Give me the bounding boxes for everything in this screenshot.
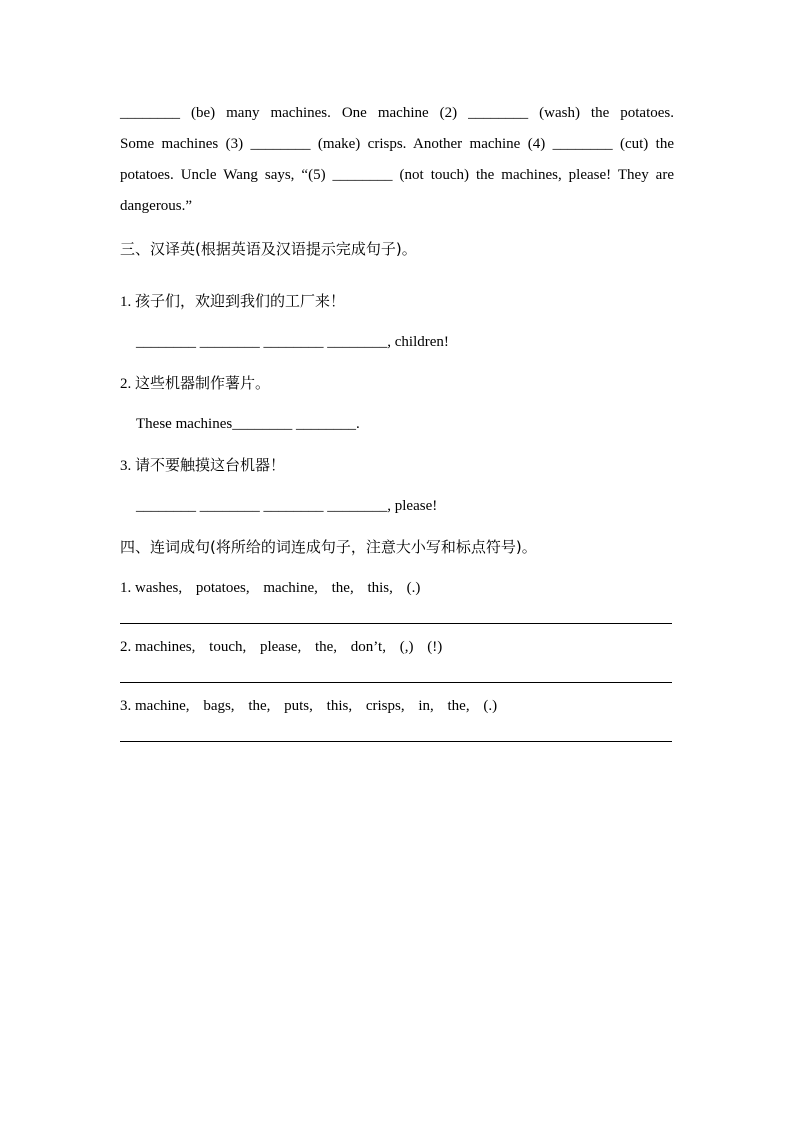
section4-item-1-words <box>120 578 430 598</box>
word: (.) <box>483 698 498 714</box>
section4-item-2-words <box>120 637 452 657</box>
word: crisps, <box>365 698 405 714</box>
answer-line <box>120 682 672 683</box>
word: machine, <box>263 580 318 596</box>
word: washes, <box>135 580 183 596</box>
chinese-prompt: 请不要触摸这台机器！ <box>135 456 286 474</box>
section3-item-1-prompt <box>120 291 345 312</box>
item-number: 2. <box>120 639 132 655</box>
item-number: 3. <box>120 458 132 474</box>
word: (,) <box>399 639 414 655</box>
section3-item-3-answer: ________ ________ ________ ________, please! <box>136 498 438 514</box>
passage-paragraph <box>120 98 674 222</box>
word: the, <box>248 698 271 714</box>
section3-item-1-answer: ________ ________ ________ ________, children! <box>136 334 449 350</box>
passage-line: Some machines (3) ________ (make) crisps. Another machine (4) ________ (cut) the <box>120 136 674 152</box>
word: machines, <box>135 639 196 655</box>
section4-item-3-words <box>120 696 507 716</box>
section3-item-3-prompt <box>120 455 285 476</box>
item-number: 1. <box>120 580 132 596</box>
section4-title: 四、连词成句(将所给的词连成句子，注意大小写和标点符号)。 <box>120 538 537 556</box>
word: potatoes, <box>195 580 250 596</box>
section3-item-2-prompt <box>120 373 270 394</box>
word: in, <box>418 698 434 714</box>
word: don’t, <box>350 639 386 655</box>
word: (.) <box>406 580 421 596</box>
passage-line: ________ (be) many machines. One machine (2) ________ (wash) the potatoes. <box>120 105 674 121</box>
word: this, <box>326 698 353 714</box>
section3-item-2-answer: These machines________ ________. <box>136 416 360 432</box>
answer-line <box>120 623 672 624</box>
word: bags, <box>203 698 235 714</box>
chinese-prompt: 孩子们，欢迎到我们的工厂来！ <box>135 292 346 310</box>
item-number: 3. <box>120 698 132 714</box>
item-number: 2. <box>120 376 132 392</box>
passage-line: potatoes. Uncle Wang says, “(5) ________ (not touch) the machines, please! They are <box>120 167 674 183</box>
word: touch, <box>209 639 247 655</box>
item-number: 1. <box>120 294 132 310</box>
word: the, <box>331 580 354 596</box>
word: please, <box>259 639 302 655</box>
passage-line: dangerous.” <box>120 198 193 214</box>
word: the, <box>314 639 338 655</box>
word: the, <box>447 698 470 714</box>
chinese-prompt: 这些机器制作薯片。 <box>135 374 271 392</box>
section3-title: 三、汉译英(根据英语及汉语提示完成句子)。 <box>120 240 417 258</box>
word: (!) <box>427 639 443 655</box>
answer-line <box>120 741 672 742</box>
word: machine, <box>135 698 190 714</box>
word: puts, <box>284 698 313 714</box>
word: this, <box>367 580 393 596</box>
